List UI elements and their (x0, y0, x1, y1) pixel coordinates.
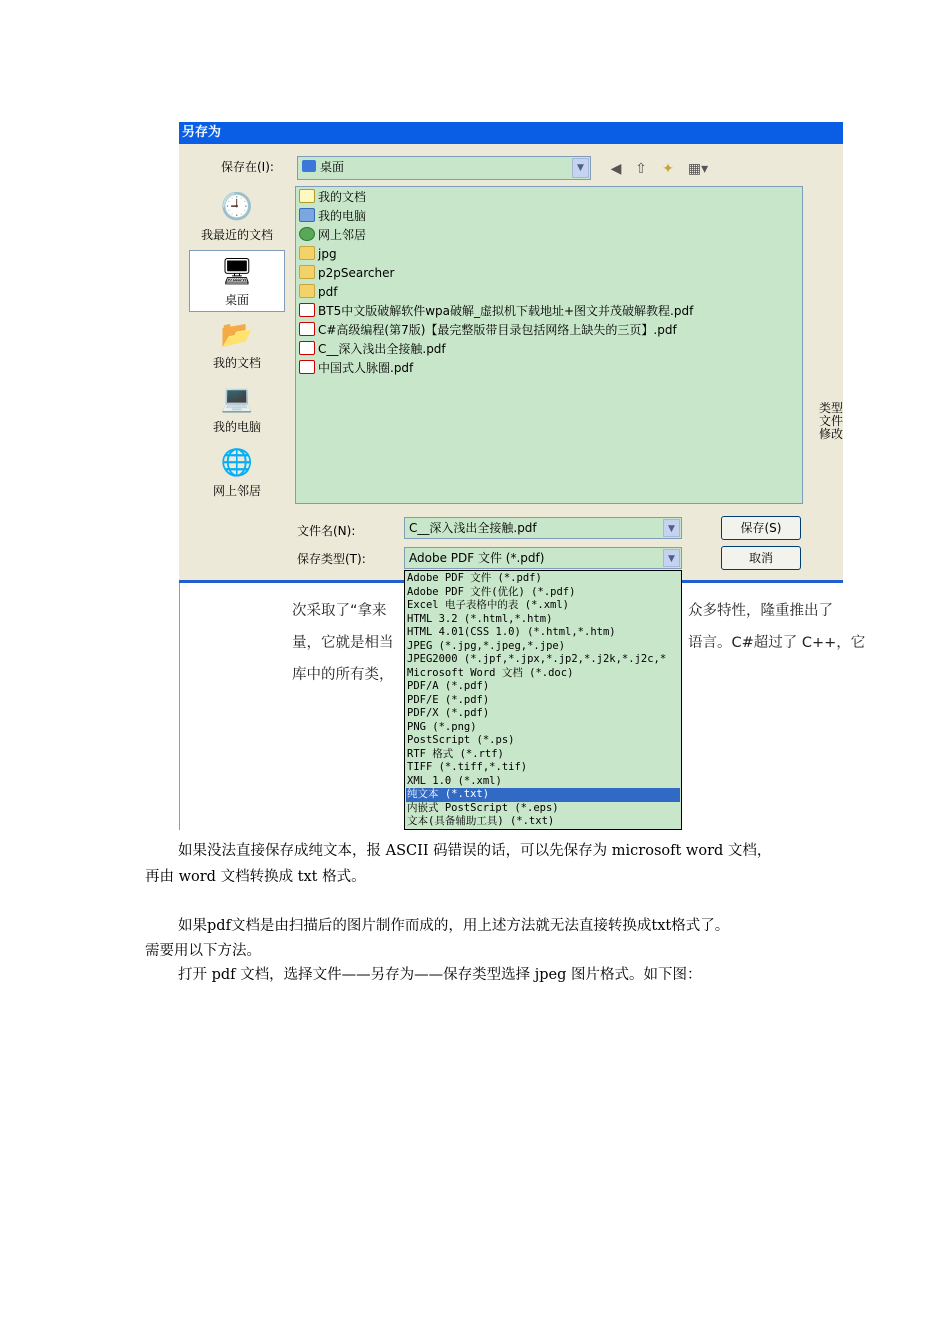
dialog-title: 另存为 (179, 122, 843, 144)
paragraph-1-line-1: 如果没法直接保存成纯文本，报 ASCII 码错误的话，可以先保存为 microsoft word 文档， (178, 843, 772, 859)
list-item[interactable]: HTML 3.2 (*.html,*.htm) (407, 612, 553, 625)
save-as-dialog (179, 122, 843, 583)
list-item[interactable]: JPEG2000 (*.jpf,*.jpx,*.jp2,*.j2k,*.j2c,* (407, 653, 667, 665)
save-in-combo[interactable] (297, 156, 591, 180)
new-folder-icon[interactable]: ✦ (662, 161, 674, 177)
place-label: 我最近的文档 (200, 228, 273, 242)
list-item[interactable] (299, 302, 693, 320)
paragraph-1-line-2: 再由 word 文档转换成 txt 格式。 (145, 869, 366, 885)
filetype-select[interactable] (404, 547, 682, 569)
filetype-dropdown-list[interactable] (404, 570, 682, 830)
folder-icon (299, 265, 315, 279)
list-item[interactable] (299, 245, 337, 263)
paragraph-3-line-1: 打开 pdf 文档，选择文件——另存为——保存类型选择 jpeg 图片格式。如下图： (178, 967, 702, 983)
save-in-label: 保存在(I): (221, 160, 274, 174)
list-item[interactable]: PDF/E (*.pdf) (407, 693, 490, 706)
network-icon: 🌐 (220, 448, 254, 478)
list-item[interactable]: HTML 4.01(CSS 1.0) (*.html,*.htm) (407, 626, 616, 638)
file-name: pdf (318, 285, 338, 299)
folder-icon (299, 246, 315, 260)
place-label: 网上邻居 (212, 484, 261, 498)
filename-value: C__深入浅出全接触.pdf (409, 521, 537, 535)
pdf-icon (299, 303, 315, 317)
back-icon[interactable]: ◀ (610, 161, 622, 177)
filename-label: 文件名(N): (297, 524, 356, 538)
place-recent[interactable] (189, 186, 285, 248)
list-item[interactable] (299, 226, 366, 244)
screenshot (179, 122, 866, 830)
chevron-down-icon[interactable]: ▼ (572, 158, 589, 178)
chevron-down-icon[interactable]: ▼ (663, 519, 680, 537)
filename-input[interactable] (404, 517, 682, 539)
list-item[interactable] (299, 264, 394, 282)
paragraph-2-line-2: 需要用以下方法。 (145, 943, 261, 959)
up-folder-icon[interactable]: ⇧ (635, 161, 647, 177)
file-name: 中国式人脉圈.pdf (318, 361, 414, 375)
paragraph-2-line-1: 如果pdf文档是由扫描后的图片制作而成的，用上述方法就无法直接转换成txt格式了。 (178, 918, 730, 934)
bg-line: 众多特性，隆重推出了 (688, 603, 833, 619)
file-list[interactable] (295, 186, 803, 504)
list-item[interactable]: Microsoft Word 文档 (*.doc) (407, 666, 574, 679)
computer-icon (299, 208, 315, 222)
recent-docs-icon: 🕘 (220, 192, 254, 222)
place-my-computer[interactable] (189, 378, 285, 440)
file-name: C__深入浅出全接触.pdf (318, 342, 446, 356)
list-item[interactable]: PostScript (*.ps) (407, 734, 515, 746)
place-desktop[interactable] (189, 250, 285, 312)
pdf-icon (299, 341, 315, 355)
bg-line: 次采取了“拿来 (292, 603, 387, 619)
filetype-label: 保存类型(T): (297, 552, 366, 566)
pdf-icon (299, 360, 315, 374)
list-item[interactable] (299, 340, 446, 358)
bg-line: 库中的所有类， (292, 667, 394, 683)
my-documents-icon: 📂 (220, 320, 254, 350)
list-item[interactable]: Adobe PDF 文件 (*.pdf) (407, 572, 542, 584)
place-label: 我的电脑 (212, 420, 261, 434)
places-bar (189, 186, 285, 504)
file-name: 我的文档 (318, 190, 367, 204)
place-label: 我的文档 (212, 356, 261, 370)
list-item[interactable]: PDF/X (*.pdf) (407, 707, 490, 719)
list-item[interactable]: Excel 电子表格中的表 (*.xml) (407, 599, 570, 611)
list-item[interactable] (299, 321, 677, 339)
place-network[interactable] (189, 442, 285, 504)
doc-folder-icon (299, 189, 315, 203)
place-my-documents[interactable] (189, 314, 285, 376)
list-item[interactable]: 内嵌式 PostScript (*.eps) (407, 801, 559, 814)
desktop-small-icon (302, 160, 316, 172)
list-item[interactable]: TIFF (*.tiff,*.tif) (407, 761, 528, 773)
chevron-down-icon[interactable]: ▼ (663, 549, 680, 567)
my-computer-icon: 💻 (220, 384, 254, 414)
file-name: BT5中文版破解软件wpa破解_虚拟机下载地址+图文并茂破解教程.pdf (318, 304, 694, 318)
list-item[interactable] (299, 359, 413, 377)
list-item-selected[interactable]: 纯文本 (*.txt) (406, 788, 680, 802)
list-item[interactable]: JPEG (*.jpg,*.jpeg,*.jpe) (407, 639, 566, 652)
list-item[interactable]: Adobe PDF 文件(优化) (*.pdf) (407, 585, 576, 598)
network-icon (299, 227, 315, 241)
pdf-icon (299, 322, 315, 336)
list-item[interactable] (299, 283, 337, 301)
list-item[interactable]: 文本(具备辅助工具) (*.txt) (407, 815, 555, 827)
list-item[interactable]: RTF 格式 (*.rtf) (407, 747, 504, 760)
list-item[interactable] (299, 188, 366, 206)
list-item[interactable]: PNG (*.png) (407, 720, 477, 733)
save-in-value: 桌面 (320, 160, 345, 174)
bg-line: 量，它就是相当 (292, 635, 394, 651)
file-name: jpg (318, 247, 337, 261)
cancel-button[interactable]: 取消 (721, 546, 801, 570)
list-item[interactable]: PDF/A (*.pdf) (407, 680, 490, 692)
file-name: 我的电脑 (318, 209, 367, 223)
file-name: 网上邻居 (318, 228, 367, 242)
list-item[interactable]: XML 1.0 (*.xml) (407, 774, 502, 787)
folder-icon (299, 284, 315, 298)
place-label: 桌面 (224, 293, 249, 307)
bg-line: 语言。C#超过了 C++，它 (688, 635, 866, 651)
file-name: C#高级编程(第7版)【最完整版带目录包括网络上缺失的三页】.pdf (318, 323, 677, 337)
desktop-icon: 🖥 (220, 257, 254, 287)
file-name: p2pSearcher (318, 266, 395, 280)
view-menu-icon[interactable]: ▦▾ (687, 161, 709, 177)
save-button[interactable]: 保存(S) (721, 516, 801, 540)
details-column-cut: 类型 文件 修改 (819, 401, 844, 441)
list-item[interactable] (299, 207, 366, 225)
filetype-value: Adobe PDF 文件 (*.pdf) (409, 551, 545, 565)
